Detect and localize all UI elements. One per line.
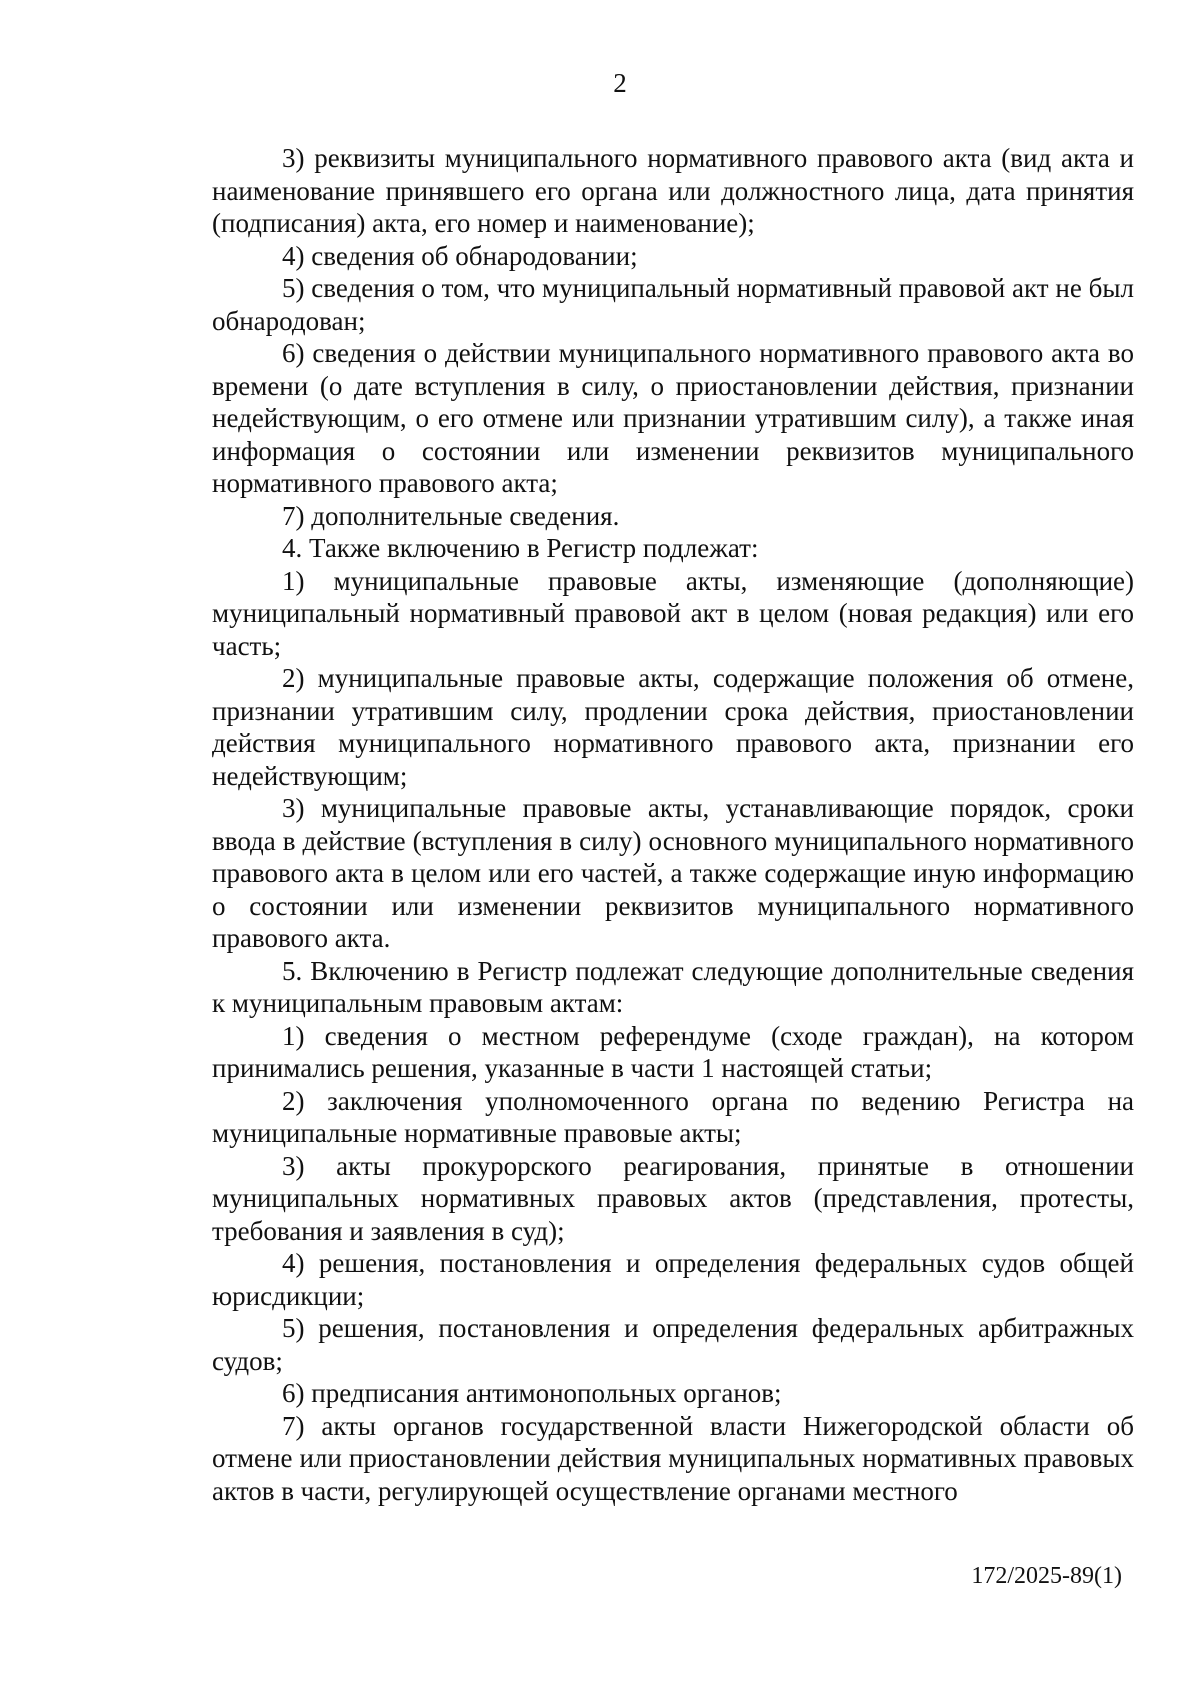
document-registration-number: 172/2025-89(1) [971, 1563, 1122, 1589]
paragraph-s4-item-1: 1) муниципальные правовые акты, изменяющие (дополняющие) муниципальный нормативный правовой акт в целом (новая редакция) или его часть; [212, 565, 1134, 661]
paragraph-item-7-additional: 7) дополнительные сведения. [282, 500, 620, 531]
paragraph-s4-item-3: 3) муниципальные правовые акты, устанавливающие порядок, сроки ввода в действие (вступления в силу) основного муниципального нормативного правового акта в целом или его частей, а также содержащие иную информацию о состоянии или изменении реквизитов муниципального нормативного правового акта. [212, 793, 1134, 953]
paragraph-s5-item-4: 4) решения, постановления и определения федеральных судов общей юрисдикции; [212, 1248, 1134, 1311]
paragraph-s5-item-7: 7) акты органов государственной власти Нижегородской области об отмене или приостановлении действия муниципальных нормативных правовых актов в части, регулирующей осуществление органами местного [212, 1410, 1134, 1506]
paragraph-item-3-requisites: 3) реквизиты муниципального нормативного правового акта (вид акта и наименование принявшего его органа или должностного лица, дата принятия (подписания) акта, его номер и наименование); [212, 143, 1134, 238]
document-body [212, 142, 1134, 1507]
paragraph-s4-item-2: 2) муниципальные правовые акты, содержащие положения об отмене, признании утратившим силу, продлении срока действия, приостановлении действия муниципального нормативного правового акта, признании его недействующим; [212, 663, 1134, 791]
paragraph-section-5: 5. Включению в Регистр подлежат следующие дополнительные сведения к муниципальным правовым актам: [212, 955, 1134, 1018]
paragraph-s5-item-2: 2) заключения уполномоченного органа по ведению Регистра на муниципальные нормативные правовые акты; [212, 1085, 1134, 1148]
paragraph-section-4: 4. Также включению в Регистр подлежат: [282, 533, 759, 563]
paragraph-s5-item-5: 5) решения, постановления и определения федеральных арбитражных судов; [212, 1313, 1134, 1376]
paragraph-s5-item-6: 6) предписания антимонопольных органов; [282, 1378, 782, 1408]
paragraph-s5-item-3: 3) акты прокурорского реагирования, принятые в отношении муниципальных нормативных правовых актов (представления, протесты, требования и заявления в суд); [212, 1150, 1134, 1246]
paragraph-item-4-publication: 4) сведения об обнародовании; [282, 240, 638, 271]
page-number: 2 [613, 68, 627, 98]
paragraph-item-5-not-published: 5) сведения о том, что муниципальный нормативный правовой акт не был обнародован; [212, 273, 1134, 336]
paragraph-item-6-validity: 6) сведения о действии муниципального нормативного правового акта во времени (о дате вступления в силу, о приостановлении действия, признании недействующим, о его отмене или признании утратившим силу), а также иная информация о состоянии или изменении реквизитов муниципального нормативного правового акта; [212, 338, 1134, 498]
paragraph-s5-item-1: 1) сведения о местном референдуме (сходе граждан), на котором принимались решения, указанные в части 1 настоящей статьи; [212, 1020, 1134, 1083]
